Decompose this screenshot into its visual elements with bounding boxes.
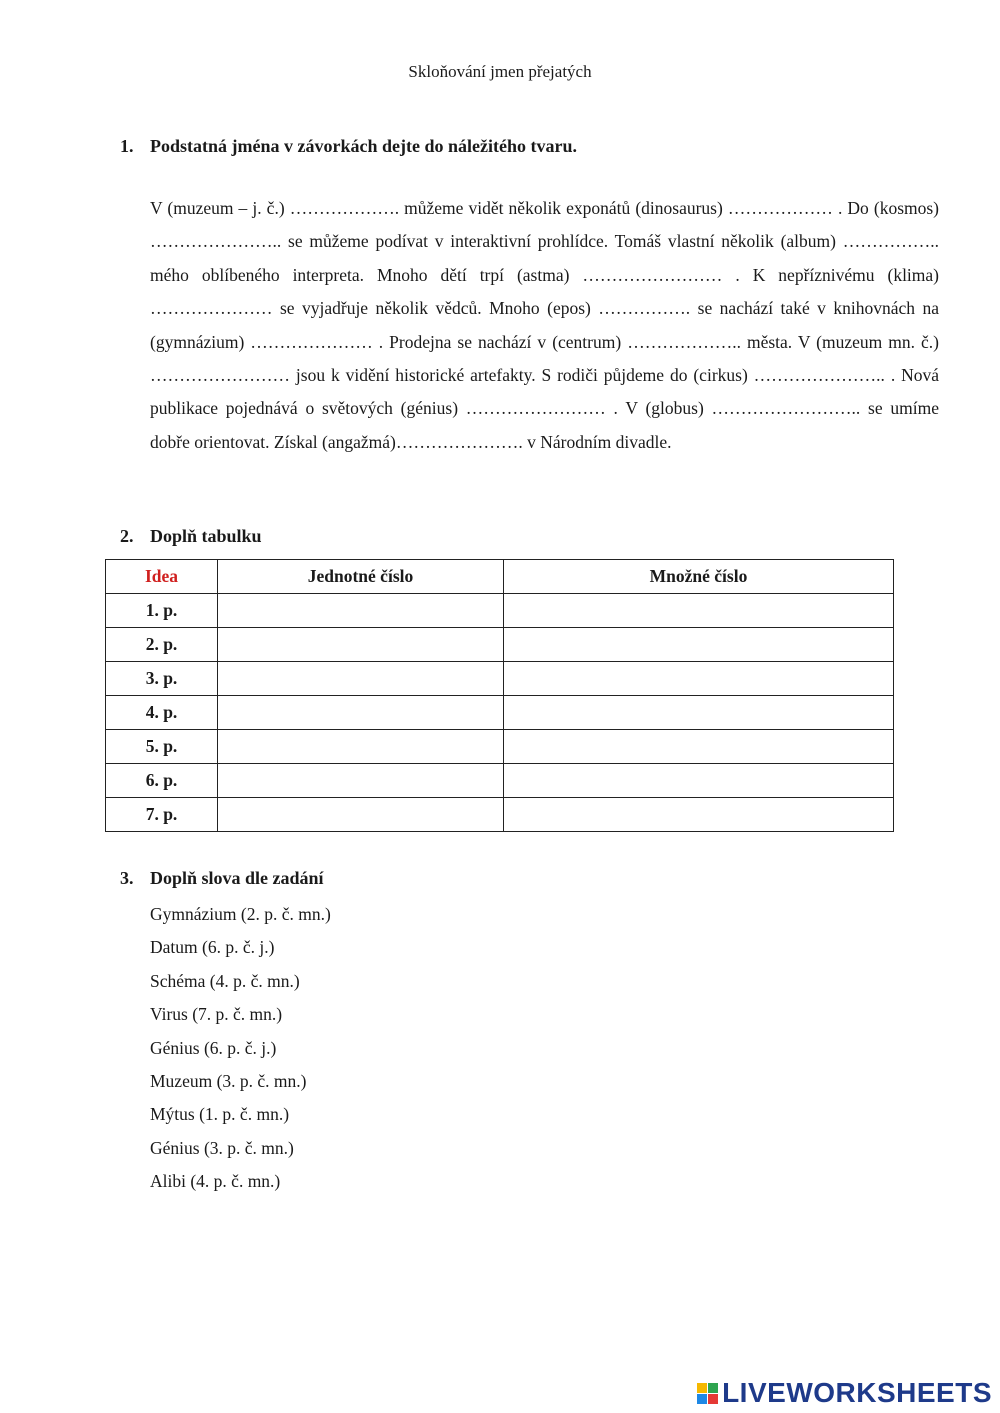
- case-label: 6. p.: [106, 764, 218, 798]
- list-item: Génius (3. p. č. mn.): [150, 1137, 294, 1158]
- word-task-list: [150, 898, 331, 1199]
- plural-answer-cell[interactable]: [504, 730, 894, 764]
- list-item: Muzeum (3. p. č. mn.): [150, 1071, 307, 1092]
- case-label: 1. p.: [106, 594, 218, 628]
- singular-answer-cell[interactable]: [218, 696, 504, 730]
- table-row: [106, 662, 894, 696]
- header-plural: Množné číslo: [504, 560, 894, 594]
- case-label: 4. p.: [106, 696, 218, 730]
- table-header-row: [106, 560, 894, 594]
- section-2-title: Doplň tabulku: [150, 526, 262, 546]
- table-row: [106, 696, 894, 730]
- brand-name: LIVEWORKSHEETS: [722, 1377, 992, 1408]
- case-label: 2. p.: [106, 628, 218, 662]
- singular-answer-cell[interactable]: [218, 764, 504, 798]
- plural-answer-cell[interactable]: [504, 764, 894, 798]
- list-item: Alibi (4. p. č. mn.): [150, 1171, 281, 1192]
- liveworksheets-logo: [697, 1376, 992, 1410]
- list-item: Gymnázium (2. p. č. mn.): [150, 904, 331, 924]
- exercise-1-paragraph: V (muzeum – j. č.) ………………. můžeme vidět několik exponátů (dinosaurus) ……………… . Do (kosmos) ………………….. se můžeme podívat v interaktivní prohlídce. Tomáš vlastní několik (album) …………….. mého oblíbeného interpreta. Mnoho dětí trpí (astma) …………………… . K nepříznivému (klima) ………………… se vyjadřuje několik vědců. Mnoho (epos) ……………. se nachází také v knihovnách na (gymnázium) ………………… . Prodejna se nachází v (centrum) ……………….. města. V (muzeum mn. č.) …………………… jsou k vidění historické artefakty. S rodiči půjdeme do (cirkus) ………………….. . Nová publikace pojednává o světových (génius) …………………… . V (globus) …………………….. se umíme dobře orientovat. Získal (angažmá)…………………. v Národním divadle.: [150, 198, 939, 452]
- plural-answer-cell[interactable]: [504, 662, 894, 696]
- list-item: Schéma (4. p. č. mn.): [150, 970, 300, 991]
- plural-answer-cell[interactable]: [504, 696, 894, 730]
- section-3-heading: [120, 866, 324, 890]
- list-item: Virus (7. p. č. mn.): [150, 1004, 283, 1025]
- table-row: [106, 628, 894, 662]
- table-row: [106, 730, 894, 764]
- singular-answer-cell[interactable]: [218, 798, 504, 832]
- section-2-number: 2.: [120, 526, 134, 546]
- section-3-number: 3.: [120, 868, 134, 888]
- singular-answer-cell[interactable]: [218, 662, 504, 696]
- plural-answer-cell[interactable]: [504, 798, 894, 832]
- list-item: Génius (6. p. č. j.): [150, 1037, 277, 1058]
- singular-answer-cell[interactable]: [218, 628, 504, 662]
- case-label: 3. p.: [106, 662, 218, 696]
- header-singular: Jednotné číslo: [218, 560, 504, 594]
- plural-answer-cell[interactable]: [504, 628, 894, 662]
- section-2-heading: [120, 524, 262, 548]
- table-row: [106, 764, 894, 798]
- case-label: 5. p.: [106, 730, 218, 764]
- list-item: Datum (6. p. č. j.): [150, 937, 275, 958]
- section-1-number: 1.: [120, 136, 134, 156]
- table-row: [106, 594, 894, 628]
- section-1-heading: [120, 134, 577, 158]
- singular-answer-cell[interactable]: [218, 730, 504, 764]
- list-item: Mýtus (1. p. č. mn.): [150, 1104, 290, 1125]
- plural-answer-cell[interactable]: [504, 594, 894, 628]
- singular-answer-cell[interactable]: [218, 594, 504, 628]
- section-1-title: Podstatná jména v závorkách dejte do náležitého tvaru.: [150, 136, 577, 156]
- case-label: 7. p.: [106, 798, 218, 832]
- liveworksheets-logo-icon: [697, 1383, 718, 1404]
- declension-table: [105, 559, 894, 832]
- table-row: [106, 798, 894, 832]
- section-3-title: Doplň slova dle zadání: [150, 868, 324, 888]
- document-title: Skloňování jmen přejatých: [408, 62, 592, 81]
- exercise-1-text: [150, 192, 939, 459]
- header-idea: Idea: [106, 560, 218, 594]
